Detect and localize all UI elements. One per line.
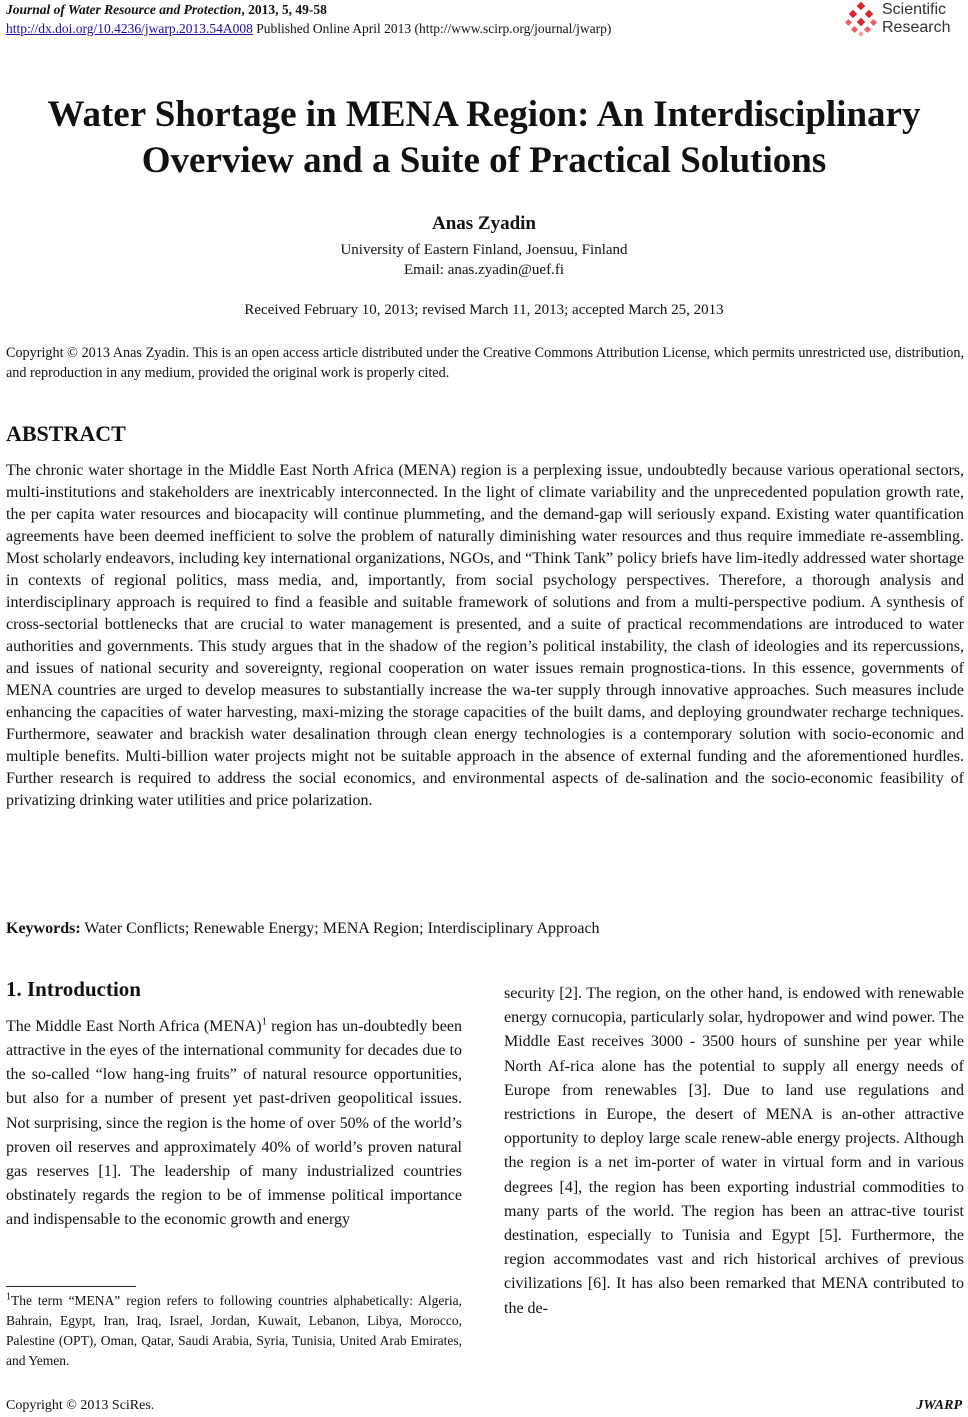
section-heading-introduction: 1. Introduction [6,977,141,1001]
title-line-2: Overview and a Suite of Practical Solutions [141,140,827,181]
journal-volume: , 2013, 5, 49-58 [241,2,327,17]
abstract-text: The chronic water shortage in the Middle East North Africa (MENA) region is a perplexing issue, undoubtedly because various operational sectors, multi-institutions and stakeholders are inextricably interconnected. In the light of climate variability and the unprecedented population growth rate, the per capita water resources and biocapacity will continue plummeting, and the demand-gap will seriously expand. Existing water quantification agreements have been deemed inefficient to solve the problem of naturally diminishing water resources and thus require immediate re-assembling. Most scholarly endeavors, including key international organizations, NGOs, and “Think Tank” policy briefs have lim-itedly addressed water shortage in contexts of regional politics, mass media, and, importantly, from social psychology perspectives. Therefore, a thorough analysis and interdisciplinary approach is required to find a feasible and suitable framework of solutions and from a multi-perspective podium. A synthesis of cross-sectorial bottlenecks that are crucial to water management is presented, and a suite of practical recommendations are introduced to water authorities and governments. This study argues that in the shadow of the region’s political instability, the clash of ideologies and its repercussions, and issues of national security and sovereignty, regional cooperation on water issues remain prognostica-tions. In this essence, governments of MENA countries are urged to develop measures to substantially increase the wa-ter supply through innovative approaches. Such measures include enhancing the capacities of water harvesting, maxi-mizing the storage capacities of the built dams, and deploying groundwater recharge techniques. Furthermore, seawater and brackish water desalination through clean energy technologies is a contemporary solution with socio-economic and multiple benefits. Multi-billion water projects might not be suitable approach in the absence of external funding and the aforementioned hurdles. Further research is required to address the social economics, and environmental aspects of de-salination and the socio-economic feasibility of privatizing drinking water utilities and price polarization. [6,462,964,809]
logo-line2: Research [882,19,951,36]
copyright-notice: Copyright © 2013 Anas Zyadin. This is an open access article distributed under the Creative Commons Attribution License, which permits unrestricted use, distribution, and reproduction in any medium, provided the original work is properly cited. [6,345,964,381]
title-line-1: Water Shortage in MENA Region: An Interdisciplinary [47,94,921,135]
keywords-list: Water Conflicts; Renewable Energy; MENA Region; Interdisciplinary Approach [80,920,600,937]
doi-line [6,21,611,37]
footnote-text: The term “MENA” region refers to following countries alphabetically: Algeria, Bahrain, Egypt, Iran, Iraq, Israel, Jordan, Kuwait, Lebanon, Libya, Morocco, Palestine (OPT), Oman, Qatar, Saudi Arabia, Syria, Tunisia, United Arab Emirates, and Yemen. [6,1293,462,1368]
abstract-heading: ABSTRACT [6,421,126,446]
doi-link[interactable]: http://dx.doi.org/10.4236/jwarp.2013.54A008 [6,21,253,36]
intro-text-continued: region has un-doubtedly been attractive in the eyes of the international community for decades due to the so-called “low hang-ing fruits” of natural resource opportunities, but also for a number of present yet past-driven geopolitical issues. Not surprising, since the region is the home of over 50% of the world’s proven oil reserves and approximately 40% of world’s proven natural gas reserves [1]. The leadership of many industrialized countries obstinately regards the region to be of immense political importance and indispensable to the economic growth and energy [6,1018,462,1229]
affiliation: University of Eastern Finland, Joensuu, Finland [340,242,628,258]
footnote-marker: 1 [261,1016,267,1028]
footnote-divider [6,1286,136,1287]
author-affiliation-block [0,240,968,280]
published-online: Published Online April 2013 (http://www.scirp.org/journal/jwarp) [252,21,612,36]
journal-header [6,2,327,18]
logo-wordmark [882,1,950,37]
page-footer-journal: JWARP [916,1398,962,1413]
author-name: Anas Zyadin [431,213,537,234]
intro-text-start: The Middle East North Africa (MENA) [6,1018,262,1035]
footnote-number: 1 [6,1291,11,1303]
author-email: Email: anas.zyadin@uef.fi [403,262,564,278]
page-footer-copyright: Copyright © 2013 SciRes. [6,1398,155,1413]
publisher-logo [844,0,964,42]
logo-line1: Scientific [882,1,947,18]
intro-left-column [6,1015,462,1232]
intro-right-column: security [2]. The region, on the other hand, is endowed with renewable energy cornucopia, particularly solar, hydropower and wind power. The Middle East receives 3000 - 3500 hours of sunshine per year while North Af-rica alone has the potential to supply all energy needs of Europe from renewables [3]. Due to land use regulations and restrictions in Europe, the desert of MENA is an-other attractive opportunity to deploy large scale renew-able energy projects. Although the region is a net im-porter of water in virtual form and in various degrees [4], the region has been exporting industrial commodities to many parts of the world. The region has been an attrac-tive tourist destination, especially to Tunisia and Egypt [5]. Furthermore, the region accommodates vast and rich historical archives of previous civilizations [6]. It has also been remarked that MENA contributed to the de- [504,985,964,1317]
keywords [6,920,600,938]
journal-name: Journal of Water Resource and Protection [6,2,242,17]
keywords-label: Keywords: [6,920,81,937]
logo-icon [844,2,880,38]
submission-dates: Received February 10, 2013; revised March 11, 2013; accepted March 25, 2013 [244,302,724,318]
footnote [6,1291,462,1371]
paper-title [0,92,968,184]
